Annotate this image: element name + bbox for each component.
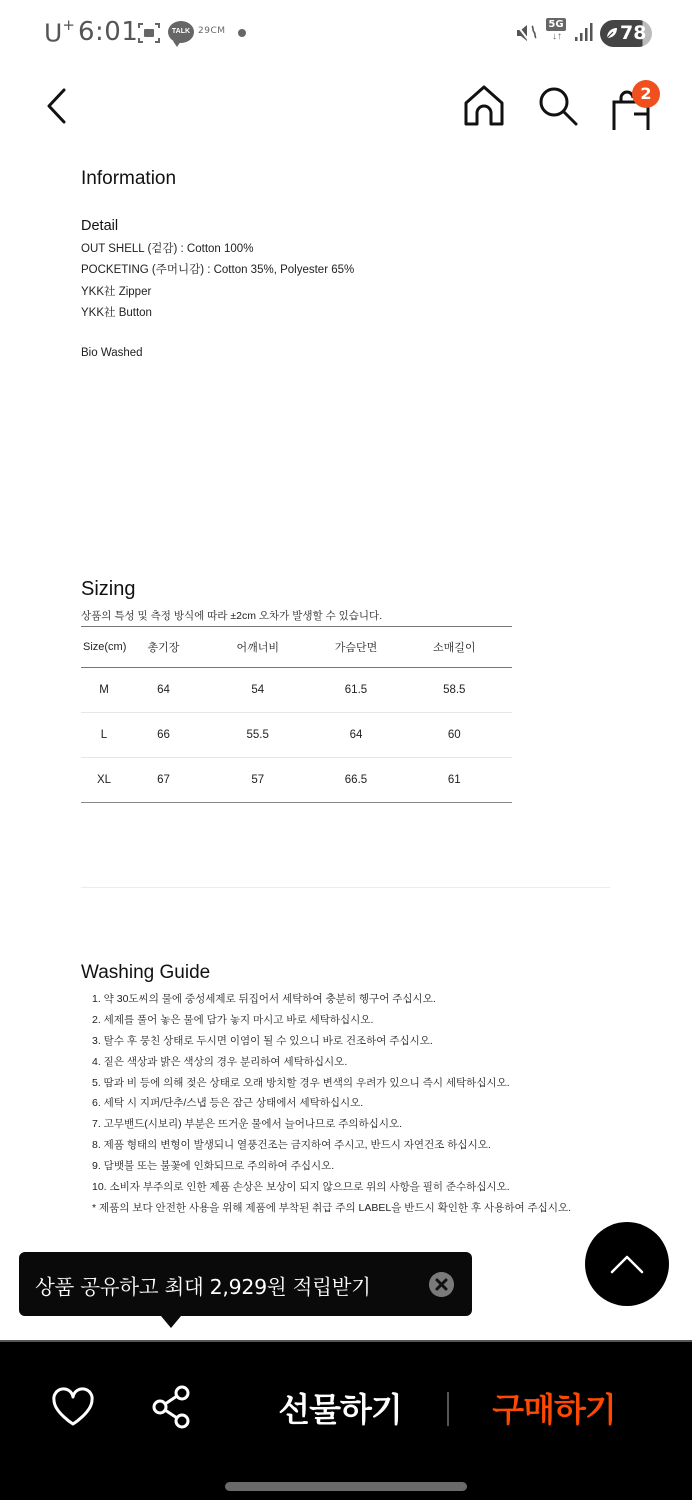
- bio-washed-note: Bio Washed: [81, 347, 143, 359]
- list-item: 5. 땀과 비 등에 의해 젖은 상태로 오래 방치할 경우 변색의 우려가 있으니 즉시 세탁하십시오.: [92, 1076, 510, 1089]
- table-cell: XL: [81, 758, 127, 803]
- battery-saver-icon: [606, 27, 618, 39]
- table-cell: 66: [127, 713, 200, 758]
- detail-line: OUT SHELL (겉감) : Cotton 100%: [81, 243, 254, 255]
- table-cell: 58.5: [397, 668, 512, 713]
- table-cell: 64: [127, 668, 200, 713]
- section-divider: [81, 887, 610, 888]
- share-icon[interactable]: [150, 1384, 194, 1430]
- list-item: 2. 세제를 풀어 놓은 물에 담가 놓지 마시고 바로 세탁하십시오.: [92, 1013, 374, 1026]
- header-cell: 어깨너비: [200, 627, 315, 668]
- sizing-note: 상품의 특성 및 측정 방식에 따라 ±2cm 오차가 발생할 수 있습니다.: [81, 610, 383, 622]
- status-bar: [0, 0, 692, 66]
- detail-line: YKK社 Button: [81, 306, 152, 319]
- back-icon[interactable]: [40, 86, 74, 126]
- battery-level: 78: [620, 22, 647, 44]
- scroll-to-top-button[interactable]: [585, 1222, 669, 1306]
- information-heading: Information: [81, 168, 177, 189]
- kakaotalk-icon: TALK: [168, 21, 194, 43]
- washing-guide-heading: Washing Guide: [81, 962, 211, 983]
- cart-button[interactable]: [608, 80, 662, 130]
- top-navigation: [0, 70, 692, 142]
- table-cell: L: [81, 713, 127, 758]
- list-item: 7. 고무밴드(시보리) 부분은 뜨거운 물에서 늘어나므로 주의하십시오.: [92, 1118, 403, 1131]
- washing-guide-list: [92, 992, 571, 1222]
- close-icon[interactable]: [429, 1272, 454, 1297]
- notification-app-label: 29CM: [198, 26, 226, 36]
- chevron-up-icon: [585, 1222, 669, 1306]
- battery-indicator: [600, 20, 652, 47]
- tooltip-text: 상품 공유하고 최대 2,929원 적립받기: [35, 1275, 371, 1299]
- share-reward-tooltip[interactable]: [19, 1252, 472, 1316]
- divider: [447, 1392, 449, 1426]
- table-cell: 66.5: [315, 758, 396, 803]
- screenshot-icon: [138, 22, 160, 44]
- table-row: [81, 713, 512, 758]
- list-item: 4. 짙은 색상과 밝은 색상의 경우 분리하여 세탁하십시오.: [92, 1055, 348, 1068]
- list-item: 10. 소비자 부주의로 인한 제품 손상은 보상이 되지 않으므로 위의 사항을 필히 준수하십시오.: [92, 1181, 510, 1194]
- header-cell: 총기장: [127, 627, 200, 668]
- detail-list: [81, 242, 354, 327]
- detail-line: POCKETING (주머니감) : Cotton 35%, Polyester 65%: [81, 264, 355, 277]
- mute-vibrate-icon: [515, 22, 539, 44]
- list-item: 9. 담뱃불 또는 불꽃에 인화되므로 주의하여 주십시오.: [92, 1160, 335, 1173]
- list-item: 6. 세탁 시 지퍼/단추/스냅 등은 잠근 상태에서 세탁하십시오.: [92, 1097, 364, 1110]
- table-row: [81, 668, 512, 713]
- carrier-label: U+: [44, 16, 75, 48]
- table-cell: 61: [397, 758, 512, 803]
- header-cell: 소매길이: [397, 627, 512, 668]
- dot-icon: [238, 29, 246, 37]
- clock: 6:01: [78, 17, 139, 47]
- table-cell: 57: [200, 758, 315, 803]
- list-item: * 제품의 보다 안전한 사용을 위해 제품에 부착된 취급 주의 LABEL을 반드시 확인한 후 사용하여 주십시오.: [92, 1201, 572, 1214]
- table-cell: 55.5: [200, 713, 315, 758]
- 5g-icon: 5G ↓↑: [546, 18, 568, 46]
- signal-icon: [574, 22, 594, 42]
- bottom-action-bar: [0, 1340, 692, 1500]
- heart-icon[interactable]: [50, 1386, 96, 1428]
- table-cell: 64: [315, 713, 396, 758]
- home-indicator[interactable]: [225, 1482, 467, 1491]
- gift-button[interactable]: 선물하기: [278, 1390, 402, 1429]
- table-cell: 67: [127, 758, 200, 803]
- size-table: [81, 626, 512, 803]
- list-item: 8. 제품 형태의 변형이 발생되니 열풍건조는 금지하여 주시고, 반드시 자연건조 하십시오.: [92, 1139, 491, 1152]
- buy-button[interactable]: 구매하기: [492, 1390, 616, 1429]
- table-cell: M: [81, 668, 127, 713]
- size-table-header: [81, 627, 512, 668]
- list-item: 3. 탈수 후 뭉친 상태로 두시면 이염이 될 수 있으니 바로 건조하여 주십시오.: [92, 1034, 433, 1047]
- table-cell: 60: [397, 713, 512, 758]
- cart-count-badge: 2: [632, 80, 660, 108]
- table-cell: 54: [200, 668, 315, 713]
- table-cell: 61.5: [315, 668, 396, 713]
- header-cell: 가슴단면: [315, 627, 396, 668]
- home-icon[interactable]: [462, 84, 506, 128]
- header-cell: Size(cm): [81, 627, 127, 668]
- detail-heading: Detail: [81, 218, 119, 234]
- sizing-heading: Sizing: [81, 578, 136, 600]
- table-row: [81, 758, 512, 803]
- list-item: 1. 약 30도씨의 물에 중성세제로 뒤집어서 세탁하여 충분히 헹구어 주십시오.: [92, 993, 436, 1005]
- search-icon[interactable]: [536, 84, 580, 128]
- detail-line: YKK社 Zipper: [81, 285, 152, 298]
